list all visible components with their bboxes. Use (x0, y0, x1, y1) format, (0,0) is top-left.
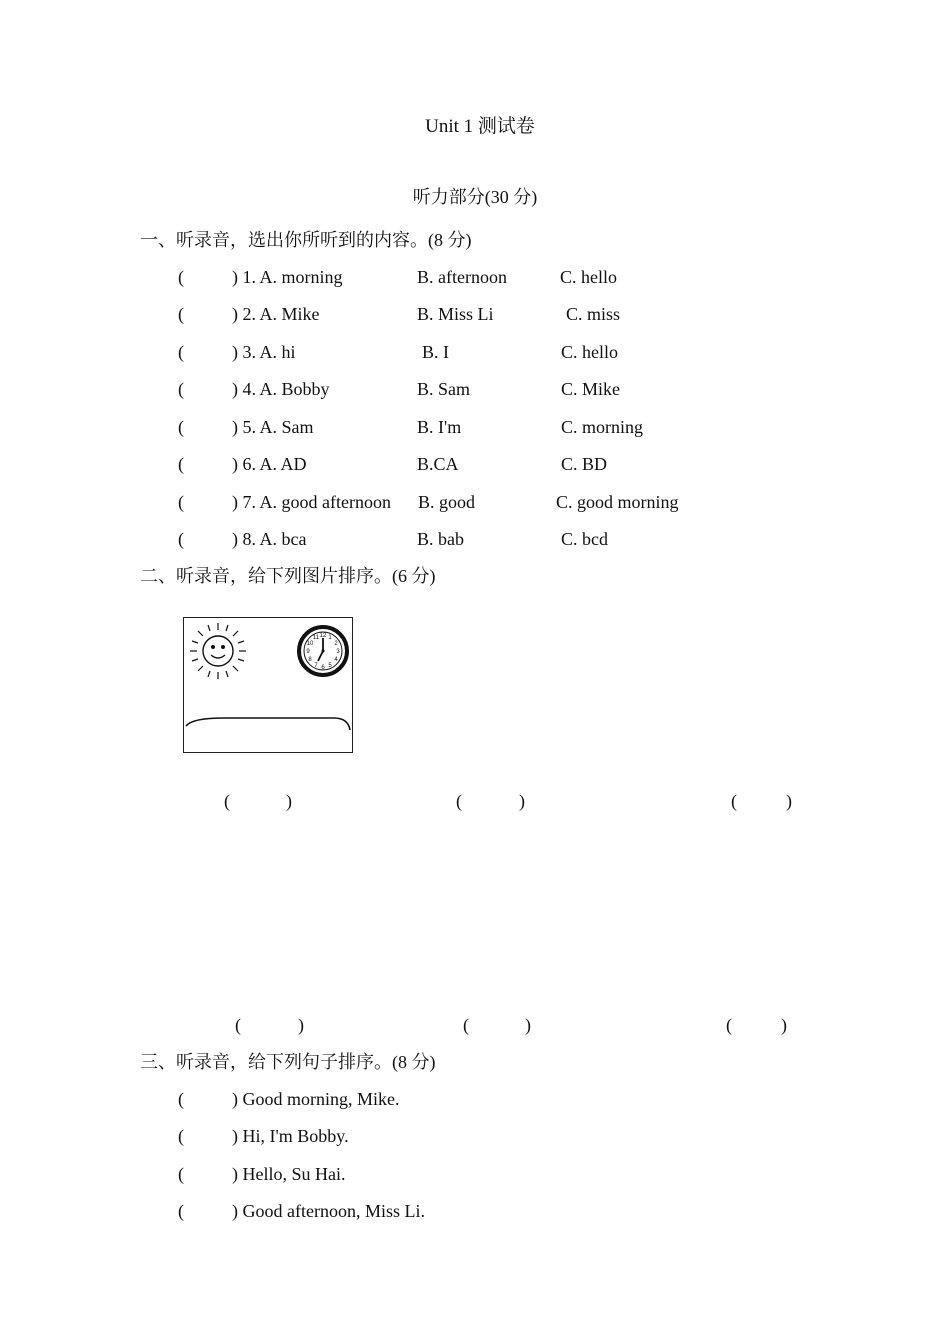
answer-blank-open[interactable]: ( (178, 267, 184, 287)
option-c: C. Mike (561, 379, 621, 399)
option-a: ) 1. A. morning (232, 267, 343, 287)
option-c: C. miss (566, 304, 621, 324)
answer-blank-open[interactable]: ( (178, 492, 184, 512)
svg-text:1: 1 (328, 635, 332, 641)
option-c: C. bcd (561, 529, 608, 549)
picture-answer-open[interactable]: ( (731, 791, 737, 811)
morning-picture (183, 617, 353, 753)
option-c: C. good morning (556, 492, 679, 512)
section2-heading: 二、听录音，给下列图片排序。(6 分) (140, 566, 436, 586)
svg-text:10: 10 (306, 641, 314, 647)
option-a: ) 3. A. hi (232, 342, 296, 362)
option-a: ) 8. A. bca (232, 529, 307, 549)
option-a: ) 2. A. Mike (232, 304, 320, 324)
svg-text:4: 4 (334, 657, 338, 663)
option-c: C. morning (561, 417, 644, 437)
svg-text:9: 9 (306, 649, 310, 655)
picture-answer-close: ) (298, 1015, 304, 1035)
clock-icon (299, 627, 347, 675)
option-c: C. BD (561, 454, 608, 474)
answer-blank-open[interactable]: ( (178, 529, 184, 549)
option-a: ) 4. A. Bobby (232, 379, 330, 399)
option-b: B. I (422, 342, 449, 362)
svg-text:6: 6 (321, 665, 325, 671)
picture-answer-close: ) (286, 791, 292, 811)
answer-blank-open[interactable]: ( (178, 304, 184, 324)
answer-blank-open[interactable]: ( (178, 1126, 184, 1146)
sun-icon (190, 623, 246, 679)
option-b: B.CA (417, 454, 459, 474)
sun-clock-bed-picture (184, 618, 352, 752)
answer-blank-open[interactable]: ( (178, 379, 184, 399)
svg-text:12: 12 (319, 633, 327, 639)
picture-answer-close: ) (525, 1015, 531, 1035)
option-b: B. I'm (417, 417, 462, 437)
picture-answer-close: ) (781, 1015, 787, 1035)
option-a: ) 6. A. AD (232, 454, 307, 474)
option-b: B. Miss Li (417, 304, 494, 324)
svg-text:5: 5 (328, 663, 332, 669)
option-a: ) 7. A. good afternoon (232, 492, 391, 512)
answer-blank-open[interactable]: ( (178, 342, 184, 362)
bed-icon (186, 718, 350, 730)
picture-answer-open[interactable]: ( (235, 1015, 241, 1035)
picture-answer-open[interactable]: ( (456, 791, 462, 811)
answer-blank-open[interactable]: ( (178, 417, 184, 437)
option-b: B. afternoon (417, 267, 507, 287)
svg-text:11: 11 (312, 635, 320, 641)
svg-text:7: 7 (314, 663, 318, 669)
option-b: B. good (418, 492, 476, 512)
option-b: B. bab (417, 529, 464, 549)
answer-blank-open[interactable]: ( (178, 1164, 184, 1184)
answer-blank-open[interactable]: ( (178, 1089, 184, 1109)
answer-blank-open[interactable]: ( (178, 454, 184, 474)
picture-answer-open[interactable]: ( (224, 791, 230, 811)
option-c: C. hello (560, 267, 617, 287)
sentence-text: ) Good afternoon, Miss Li. (232, 1201, 425, 1221)
answer-blank-open[interactable]: ( (178, 1201, 184, 1221)
picture-answer-open[interactable]: ( (463, 1015, 469, 1035)
page-title: Unit 1 测试卷 (425, 116, 535, 137)
svg-text:3: 3 (336, 649, 340, 655)
picture-answer-close: ) (786, 791, 792, 811)
sentence-text: ) Hi, I'm Bobby. (232, 1126, 349, 1146)
listening-part-heading: 听力部分(30 分) (412, 187, 538, 207)
svg-text:8: 8 (308, 657, 312, 663)
option-c: C. hello (561, 342, 618, 362)
svg-text:2: 2 (334, 641, 338, 647)
picture-answer-close: ) (519, 791, 525, 811)
option-a: ) 5. A. Sam (232, 417, 314, 437)
sentence-text: ) Hello, Su Hai. (232, 1164, 346, 1184)
picture-answer-open[interactable]: ( (726, 1015, 732, 1035)
section1-heading: 一、听录音，选出你所听到的内容。(8 分) (140, 230, 472, 250)
option-b: B. Sam (417, 379, 471, 399)
section3-heading: 三、听录音，给下列句子排序。(8 分) (140, 1052, 436, 1072)
sentence-text: ) Good morning, Mike. (232, 1089, 400, 1109)
